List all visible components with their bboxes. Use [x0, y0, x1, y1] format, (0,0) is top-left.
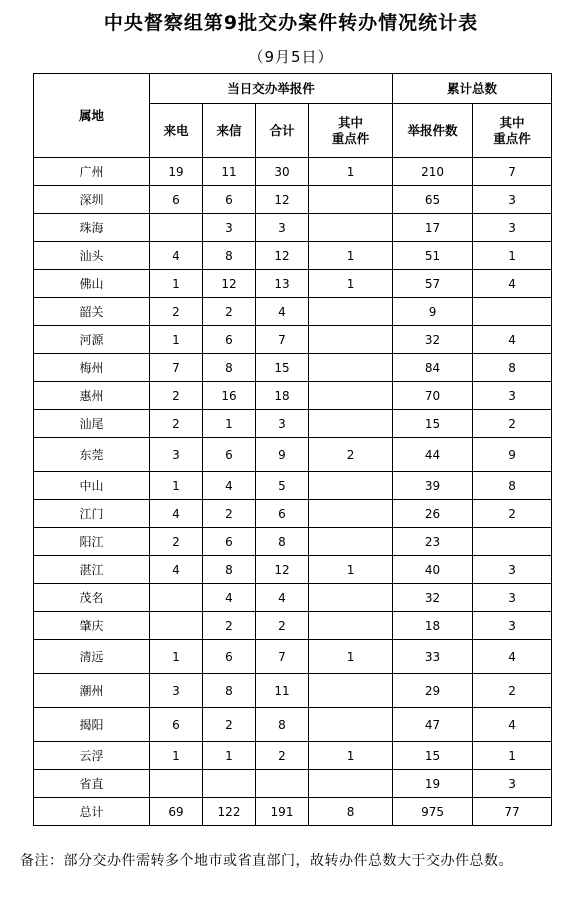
cell-key [309, 354, 393, 382]
cell-cum-total: 65 [393, 186, 473, 214]
header-reports-total: 举报件数 [393, 104, 473, 158]
cell-key [309, 326, 393, 354]
cell-key [309, 500, 393, 528]
cell-cum-total: 70 [393, 382, 473, 410]
cell-letter: 2 [203, 298, 256, 326]
cell-letter: 8 [203, 242, 256, 270]
cell-letter: 4 [203, 584, 256, 612]
cell-key [309, 186, 393, 214]
cell-cum-key: 2 [473, 410, 552, 438]
cell-key: 1 [309, 640, 393, 674]
cell-phone: 1 [150, 472, 203, 500]
cell-cum-key: 2 [473, 674, 552, 708]
cell-phone: 2 [150, 298, 203, 326]
cell-subtotal: 8 [256, 528, 309, 556]
cell-cum-total: 33 [393, 640, 473, 674]
table-row [34, 214, 552, 242]
header-cum-key [473, 104, 552, 158]
cell-phone: 6 [150, 708, 203, 742]
cell-key [309, 528, 393, 556]
cell-cum-key: 3 [473, 382, 552, 410]
cell-phone: 2 [150, 528, 203, 556]
cell-key [309, 770, 393, 798]
cell-letter: 1 [203, 410, 256, 438]
table-row [34, 186, 552, 214]
cell-subtotal: 11 [256, 674, 309, 708]
cell-region: 清远 [34, 640, 150, 674]
table-row [34, 640, 552, 674]
cell-cum-key: 3 [473, 612, 552, 640]
cell-region: 惠州 [34, 382, 150, 410]
cell-cum-total: 57 [393, 270, 473, 298]
cell-region: 中山 [34, 472, 150, 500]
cell-cum-total: 40 [393, 556, 473, 584]
cell-region: 广州 [34, 158, 150, 186]
table-row [34, 410, 552, 438]
cell-subtotal: 4 [256, 298, 309, 326]
cell-cum-key: 3 [473, 584, 552, 612]
header-subtotal: 合计 [256, 104, 309, 158]
cell-letter: 2 [203, 500, 256, 528]
cell-cum-total: 39 [393, 472, 473, 500]
cell-subtotal [256, 770, 309, 798]
cell-cum-key: 3 [473, 186, 552, 214]
cell-cum-total: 32 [393, 326, 473, 354]
cell-letter: 6 [203, 640, 256, 674]
cell-letter: 6 [203, 326, 256, 354]
cell-cum-key: 8 [473, 472, 552, 500]
cell-region: 茂名 [34, 584, 150, 612]
table-row [34, 438, 552, 472]
cell-letter: 8 [203, 556, 256, 584]
cell-letter: 1 [203, 742, 256, 770]
cell-cum-key: 1 [473, 242, 552, 270]
totals-row [34, 798, 552, 826]
cell-cum-total: 18 [393, 612, 473, 640]
header-region: 属地 [34, 74, 150, 158]
cell-region: 肇庆 [34, 612, 150, 640]
cell-cum-key: 2 [473, 500, 552, 528]
total-key: 8 [309, 798, 393, 826]
cell-region: 韶关 [34, 298, 150, 326]
cell-subtotal: 12 [256, 556, 309, 584]
cell-region: 省直 [34, 770, 150, 798]
cell-cum-key: 4 [473, 640, 552, 674]
cell-cum-key: 9 [473, 438, 552, 472]
cell-phone [150, 214, 203, 242]
total-phone: 69 [150, 798, 203, 826]
cell-region: 汕头 [34, 242, 150, 270]
cell-phone: 2 [150, 410, 203, 438]
cell-key [309, 708, 393, 742]
cell-subtotal: 15 [256, 354, 309, 382]
cell-cum-total: 17 [393, 214, 473, 242]
cell-key: 1 [309, 742, 393, 770]
cell-phone: 2 [150, 382, 203, 410]
cell-cum-total: 15 [393, 410, 473, 438]
header-cum-key-line1: 其中 [499, 114, 525, 130]
cell-cum-total: 210 [393, 158, 473, 186]
cell-cum-total: 51 [393, 242, 473, 270]
cell-letter [203, 770, 256, 798]
header-cumulative-group: 累计总数 [393, 74, 552, 104]
cell-subtotal: 3 [256, 410, 309, 438]
cell-letter: 11 [203, 158, 256, 186]
cell-subtotal: 8 [256, 708, 309, 742]
cell-subtotal: 18 [256, 382, 309, 410]
cell-cum-key: 4 [473, 326, 552, 354]
cell-region: 珠海 [34, 214, 150, 242]
cell-cum-key [473, 298, 552, 326]
total-subtotal: 191 [256, 798, 309, 826]
cell-phone: 1 [150, 270, 203, 298]
cell-letter: 16 [203, 382, 256, 410]
header-key-line1: 其中 [338, 114, 364, 130]
cell-region: 潮州 [34, 674, 150, 708]
cell-phone: 3 [150, 674, 203, 708]
cell-phone [150, 584, 203, 612]
table-row [34, 472, 552, 500]
cell-cum-key: 1 [473, 742, 552, 770]
cell-phone: 4 [150, 500, 203, 528]
cell-subtotal: 5 [256, 472, 309, 500]
cell-cum-total: 44 [393, 438, 473, 472]
cell-phone [150, 612, 203, 640]
cell-phone: 3 [150, 438, 203, 472]
cell-key [309, 214, 393, 242]
cell-subtotal: 12 [256, 186, 309, 214]
cell-region: 河源 [34, 326, 150, 354]
table-row [34, 770, 552, 798]
total-region: 总计 [34, 798, 150, 826]
cell-region: 梅州 [34, 354, 150, 382]
cell-cum-total: 29 [393, 674, 473, 708]
cell-subtotal: 2 [256, 612, 309, 640]
cell-letter: 2 [203, 708, 256, 742]
header-phone: 来电 [150, 104, 203, 158]
cell-region: 深圳 [34, 186, 150, 214]
statistics-table [33, 73, 552, 826]
total-letter: 122 [203, 798, 256, 826]
cell-subtotal: 3 [256, 214, 309, 242]
cell-cum-key: 8 [473, 354, 552, 382]
cell-key: 1 [309, 242, 393, 270]
header-key [309, 104, 393, 158]
cell-phone: 6 [150, 186, 203, 214]
cell-cum-total: 9 [393, 298, 473, 326]
cell-letter: 2 [203, 612, 256, 640]
document-title: 中央督察组第9批交办案件转办情况统计表 [103, 12, 479, 34]
header-daily-group: 当日交办举报件 [150, 74, 393, 104]
cell-cum-key: 4 [473, 270, 552, 298]
table-row [34, 500, 552, 528]
cell-cum-key [473, 528, 552, 556]
cell-letter: 6 [203, 528, 256, 556]
table-row [34, 298, 552, 326]
cell-phone: 1 [150, 326, 203, 354]
cell-cum-total: 26 [393, 500, 473, 528]
table-row [34, 584, 552, 612]
cell-phone: 7 [150, 354, 203, 382]
cell-phone: 1 [150, 742, 203, 770]
cell-cum-key: 4 [473, 708, 552, 742]
cell-cum-total: 32 [393, 584, 473, 612]
cell-cum-total: 47 [393, 708, 473, 742]
cell-key [309, 382, 393, 410]
footnote: 备注：部分交办件需转多个地市或省直部门，故转办件总数大于交办件总数。 [20, 853, 513, 869]
cell-cum-key: 7 [473, 158, 552, 186]
cell-key: 2 [309, 438, 393, 472]
header-cum-key-line2: 重点件 [493, 130, 531, 146]
cell-key: 1 [309, 556, 393, 584]
cell-cum-key: 3 [473, 556, 552, 584]
cell-letter: 6 [203, 186, 256, 214]
document-date: （9月5日） [248, 48, 334, 66]
cell-key [309, 674, 393, 708]
cell-region: 佛山 [34, 270, 150, 298]
cell-subtotal: 30 [256, 158, 309, 186]
table-row [34, 708, 552, 742]
cell-letter: 6 [203, 438, 256, 472]
table-row [34, 326, 552, 354]
cell-region: 揭阳 [34, 708, 150, 742]
header-key-line2: 重点件 [331, 130, 370, 146]
cell-cum-total: 19 [393, 770, 473, 798]
cell-region: 汕尾 [34, 410, 150, 438]
cell-subtotal: 7 [256, 326, 309, 354]
cell-region: 江门 [34, 500, 150, 528]
cell-key [309, 410, 393, 438]
total-cum-key: 77 [473, 798, 552, 826]
cell-cum-total: 23 [393, 528, 473, 556]
table-row [34, 158, 552, 186]
table-row [34, 242, 552, 270]
cell-cum-total: 84 [393, 354, 473, 382]
cell-subtotal: 9 [256, 438, 309, 472]
table-body [34, 158, 552, 826]
cell-key [309, 472, 393, 500]
cell-letter: 8 [203, 674, 256, 708]
cell-key: 1 [309, 158, 393, 186]
cell-region: 阳江 [34, 528, 150, 556]
cell-key [309, 298, 393, 326]
header-letter: 来信 [203, 104, 256, 158]
table-row [34, 354, 552, 382]
table-row [34, 674, 552, 708]
cell-cum-key: 3 [473, 770, 552, 798]
cell-subtotal: 13 [256, 270, 309, 298]
table-row [34, 382, 552, 410]
table-row [34, 742, 552, 770]
table-row [34, 556, 552, 584]
cell-subtotal: 4 [256, 584, 309, 612]
cell-region: 东莞 [34, 438, 150, 472]
table-row [34, 528, 552, 556]
cell-key [309, 612, 393, 640]
cell-phone [150, 770, 203, 798]
cell-cum-key: 3 [473, 214, 552, 242]
cell-key: 1 [309, 270, 393, 298]
cell-key [309, 584, 393, 612]
cell-letter: 3 [203, 214, 256, 242]
table-row [34, 612, 552, 640]
cell-subtotal: 7 [256, 640, 309, 674]
cell-phone: 4 [150, 242, 203, 270]
cell-region: 湛江 [34, 556, 150, 584]
cell-letter: 12 [203, 270, 256, 298]
cell-phone: 4 [150, 556, 203, 584]
cell-letter: 4 [203, 472, 256, 500]
cell-subtotal: 12 [256, 242, 309, 270]
cell-region: 云浮 [34, 742, 150, 770]
table-row [34, 270, 552, 298]
total-cum-total: 975 [393, 798, 473, 826]
cell-phone: 19 [150, 158, 203, 186]
cell-phone: 1 [150, 640, 203, 674]
cell-letter: 8 [203, 354, 256, 382]
cell-subtotal: 6 [256, 500, 309, 528]
cell-cum-total: 15 [393, 742, 473, 770]
cell-subtotal: 2 [256, 742, 309, 770]
